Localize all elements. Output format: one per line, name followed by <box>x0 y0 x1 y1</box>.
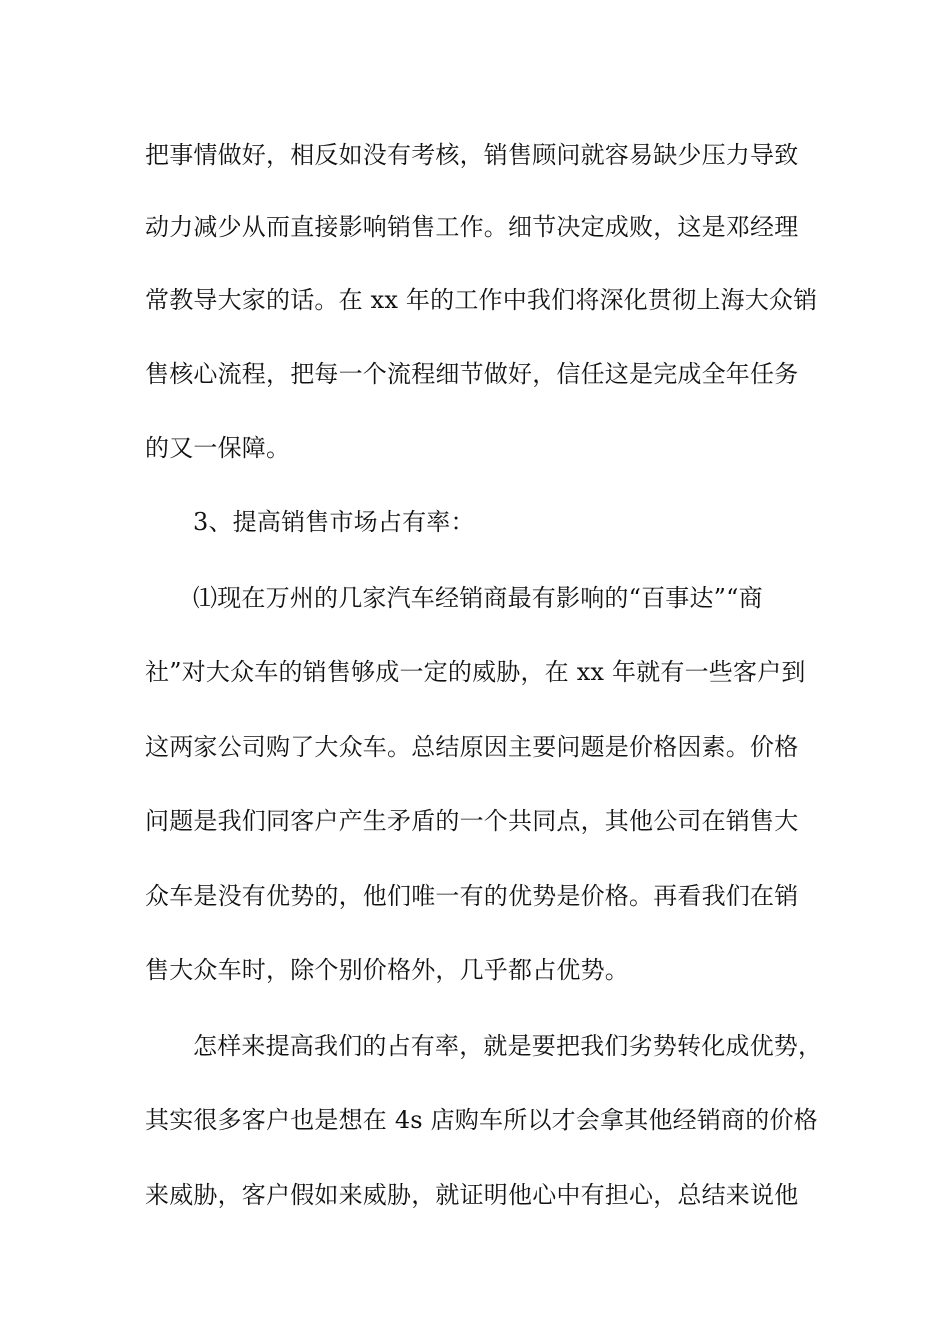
text-line: 售大众车时，除个别价格外，几乎都占优势。 <box>145 956 629 984</box>
section-heading: 3、提高销售市场占有率： <box>193 508 475 536</box>
text-line: 动力减少从而直接影响销售工作。细节决定成败，这是邓经理 <box>145 213 799 241</box>
text-line: 这两家公司购了大众车。总结原因主要问题是价格因素。价格 <box>145 733 799 761</box>
text-line: 把事情做好，相反如没有考核，销售顾问就容易缺少压力导致 <box>145 141 799 169</box>
text-line: 问题是我们同客户产生矛盾的一个共同点，其他公司在销售大 <box>145 807 799 835</box>
text-line: 怎样来提高我们的占有率，就是要把我们劣势转化成优势， <box>193 1032 823 1060</box>
text-line: 社”对大众车的销售够成一定的威胁，在 xx 年就有一些客户到 <box>145 658 806 686</box>
text-line: 的又一保障。 <box>145 434 291 462</box>
text-line: 售核心流程，把每一个流程细节做好，信任这是完成全年任务 <box>145 360 799 388</box>
text-line: 常教导大家的话。在 xx 年的工作中我们将深化贯彻上海大众销 <box>145 286 818 314</box>
text-line: ⑴现在万州的几家汽车经销商最有影响的“百事达”“商 <box>193 584 763 612</box>
text-line: 其实很多客户也是想在 4s 店购车所以才会拿其他经销商的价格 <box>145 1106 818 1134</box>
text-line: 众车是没有优势的，他们唯一有的优势是价格。再看我们在销 <box>145 882 799 910</box>
text-line: 来威胁，客户假如来威胁，就证明他心中有担心，总结来说他 <box>145 1181 799 1209</box>
